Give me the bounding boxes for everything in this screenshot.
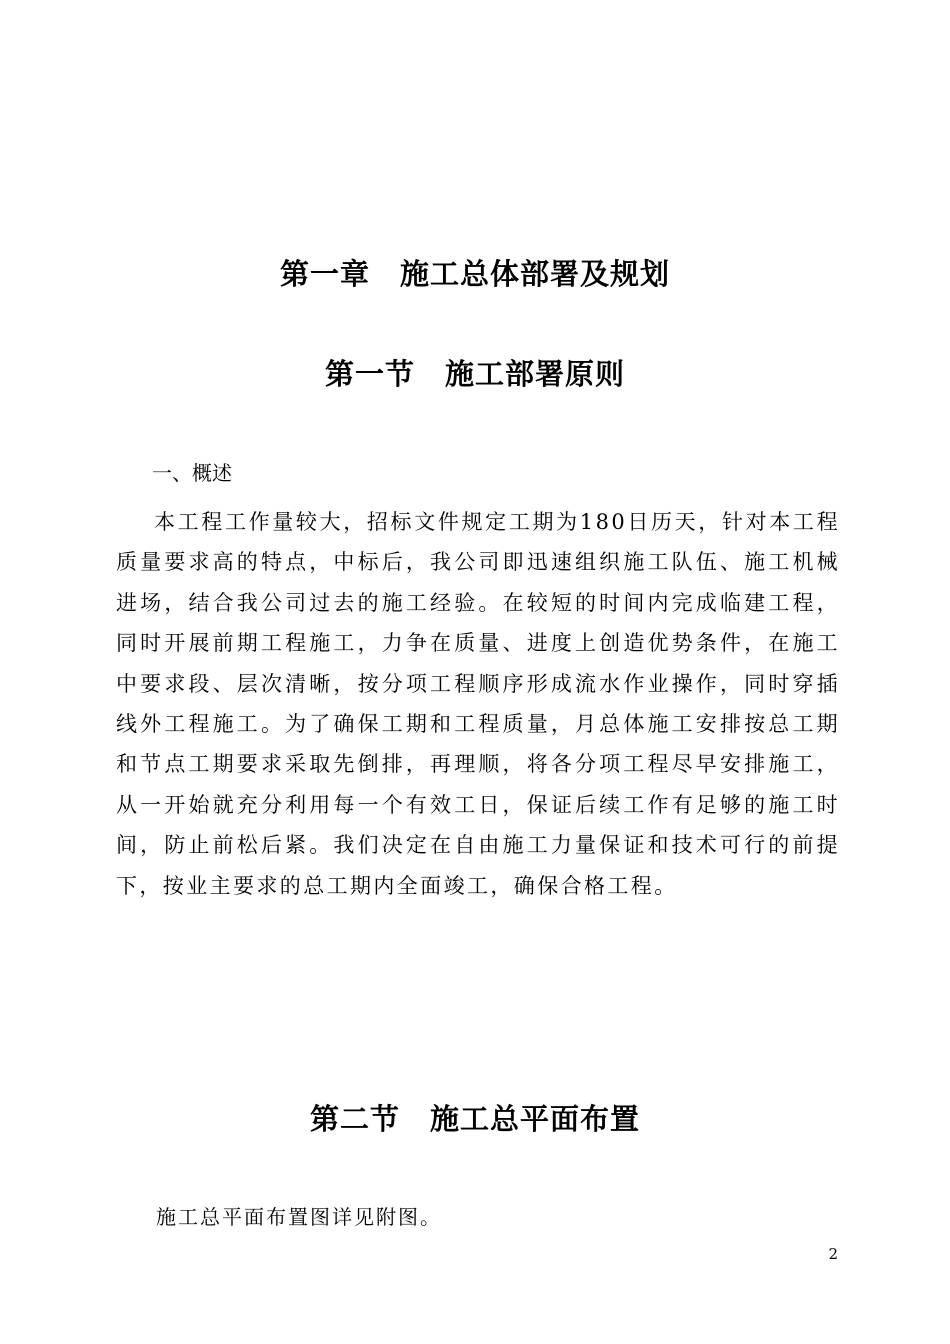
site-layout-note: 施工总平面布置图详见附图。 [156, 1205, 442, 1229]
page-number: 2 [828, 1245, 838, 1263]
section-title-site-layout: 第二节 施工总平面布置 [309, 1102, 640, 1136]
chapter-title: 第一章 施工总体部署及规划 [279, 257, 670, 291]
section-title-principles: 第一节 施工部署原则 [324, 357, 625, 391]
overview-paragraph: 本工程工作量较大，招标文件规定工期为180日历天，针对本工程质量要求高的特点，中标后，我公司即迅速组织施工队伍、施工机械进场，结合我公司过去的施工经验。在较短的时间内完成临建工程，同时开展前期工程施工，力争在质量、进度上创造优势条件，在施工中要求段、层次清晰，按分项工程顺序形成流水作业操作，同时穿插线外工程施工。为了确保工期和工程质量，月总体施工安排按总工期和节点工期要求采取先倒排，再理顺，将各分项工程尽早安排施工，从一开始就充分利用每一个有效工日，保证后续工作有足够的施工时间，防止前松后紧。我们决定在自由施工力量保证和技术可行的前提下，按业主要求的总工期内全面竣工，确保合格工程。 [116, 510, 840, 898]
subheading-overview: 一、概述 [152, 461, 232, 485]
